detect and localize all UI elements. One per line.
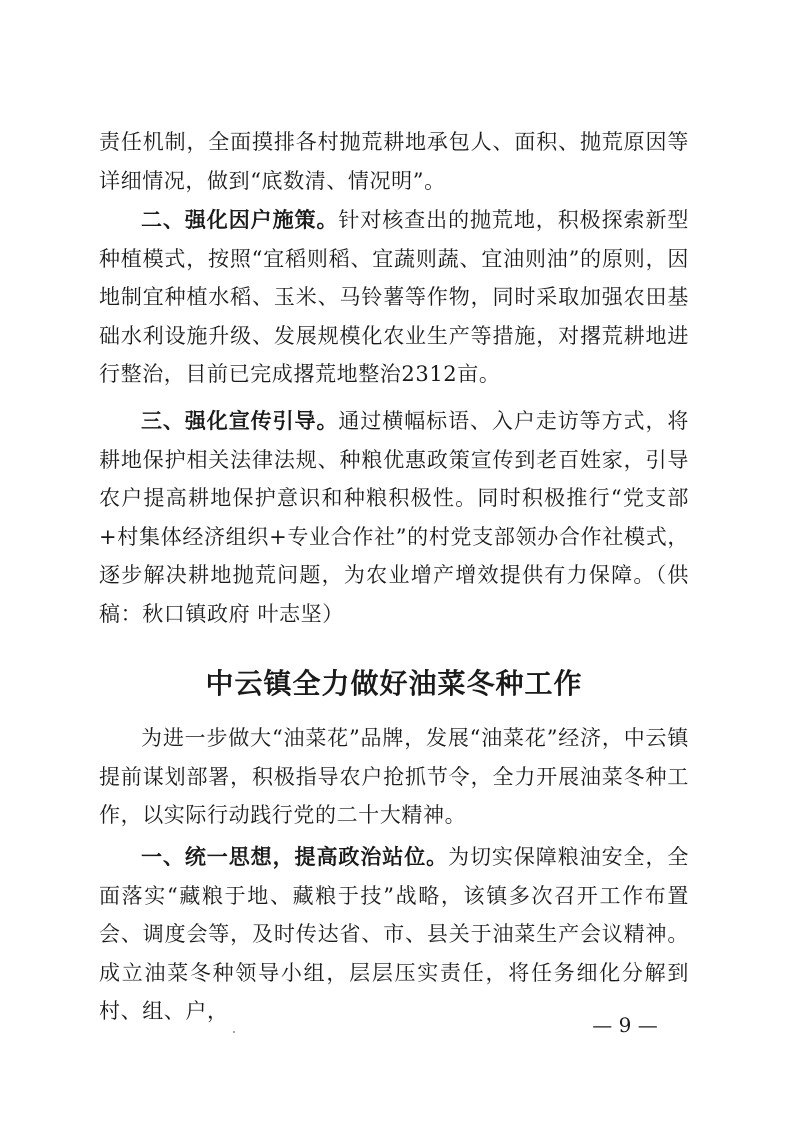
section-heading: 二、强化因户施策。 xyxy=(141,208,339,232)
paragraph-section-2 xyxy=(99,201,689,394)
paragraph-text: 责任机制，全面摸排各村抛荒耕地承包人、面积、抛荒原因等详细情况，做到“底数清、情况明”。 xyxy=(99,130,689,193)
paragraph-text: 通过横幅标语、入户走访等方式，将耕地保护相关法律法规、种粮优惠政策宣传到老百姓家，引导农户提高耕地保护意识和种粮积极性。同时积极推行“党支部+村集体经济组织+专业合作社”的村党支部领办合作社模式，逐步解决耕地抛荒问题，为农业增产增效提供有力保障。（供稿：秋口镇政府 叶志坚） xyxy=(99,409,689,626)
scan-speck xyxy=(233,1031,235,1033)
page-number: — 9 — xyxy=(592,1013,658,1037)
paragraph-text: 为切实保障粮油安全，全面落实“藏粮于地、藏粮于技”战略，该镇多次召开工作布置会、调度会等，及时传达省、市、县关于油菜生产会议精神。成立油菜冬种领导小组，层层压实责任，将任务细化分解到村、组、户， xyxy=(99,845,689,1023)
paragraph-text: 针对核查出的抛荒地，积极探索新型种植模式，按照“宜稻则稻、宜蔬则蔬、宜油则油”的原则，因地制宜种植水稻、玉米、马铃薯等作物，同时采取加强农田基础水利设施升级、发展规模化农业生产等措施，对撂荒耕地进行整治，目前已完成撂荒地整治2312亩。 xyxy=(99,208,689,386)
article-title: 中云镇全力做好油菜冬种工作 xyxy=(205,667,583,700)
article-intro xyxy=(99,719,689,835)
article-section-1 xyxy=(99,838,689,1031)
paragraph-text: 为进一步做大“油菜花”品牌，发展“油菜花”经济，中云镇提前谋划部署，积极指导农户抢抓节令，全力开展油菜冬种工作，以实际行动践行党的二十大精神。 xyxy=(99,726,689,827)
paragraph-section-3 xyxy=(99,402,689,633)
paragraph-continuation xyxy=(99,123,689,200)
section-heading: 一、统一思想，提高政治站位。 xyxy=(141,845,449,869)
section-heading: 三、强化宣传引导。 xyxy=(141,409,339,433)
